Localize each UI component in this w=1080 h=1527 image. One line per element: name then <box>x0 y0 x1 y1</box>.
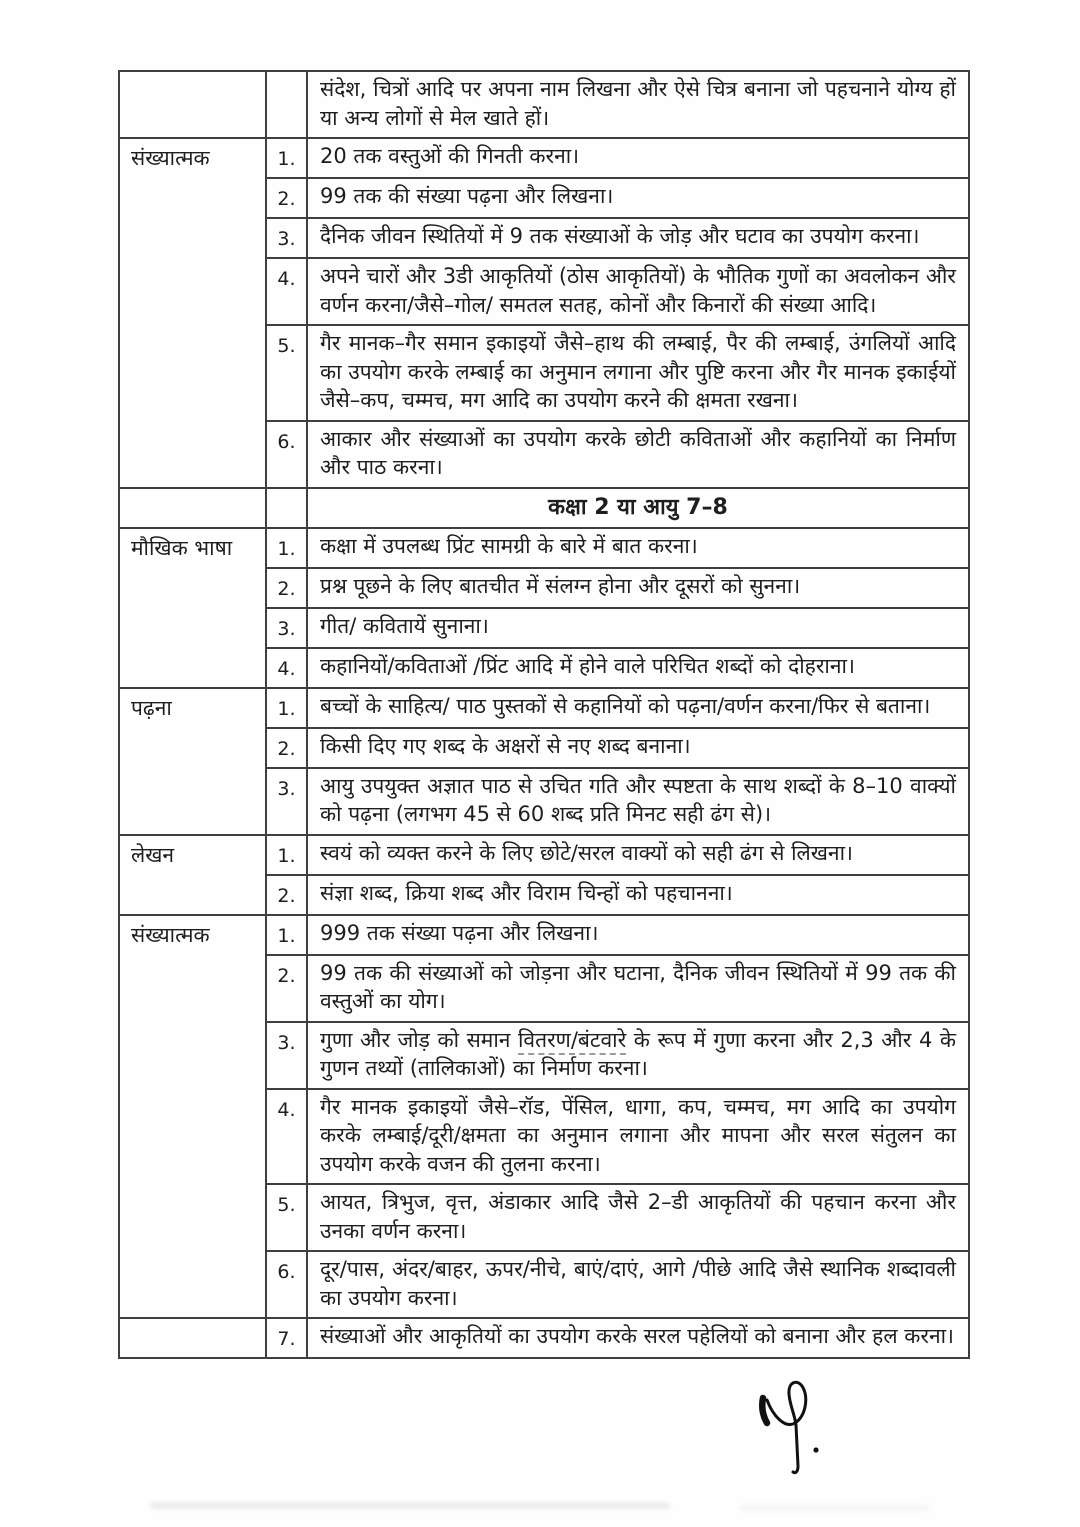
row-number-cell: 2. <box>266 728 307 768</box>
row-number-cell: 2. <box>266 955 307 1022</box>
row-number-cell: 2. <box>266 568 307 608</box>
row-number-cell: 1. <box>266 835 307 875</box>
category-cell-empty <box>119 488 266 528</box>
row-text-cell: संदेश, चित्रों आदि पर अपना नाम लिखना और ऐसे चित्र बनाना जो पहचनाने योग्य हों या अन्य लोगों से मेल खाते हों। <box>307 71 969 138</box>
table-row <box>119 71 969 138</box>
row-number-cell: 3. <box>266 1022 307 1089</box>
row-text-cell: 99 तक की संख्या पढ़ना और लिखना। <box>307 178 969 218</box>
row-number-cell: 3. <box>266 608 307 648</box>
section-header-cell: कक्षा 2 या आयु 7–8 <box>307 488 969 528</box>
row-number-cell: 4. <box>266 1089 307 1185</box>
row-number-cell: 1. <box>266 915 307 955</box>
row-text-cell: किसी दिए गए शब्द के अक्षरों से नए शब्द बनाना। <box>307 728 969 768</box>
scan-artifact-smudge <box>740 1505 930 1511</box>
table-row <box>119 835 969 875</box>
category-cell: पढ़ना <box>119 688 266 835</box>
row-number-cell: 7. <box>266 1318 307 1358</box>
row-text-cell: गैर मानक–गैर समान इकाइयों जैसे–हाथ की लम्बाई, पैर की लम्बाई, उंगलियों आदि का उपयोग करके लम्बाई का अनुमान लगाना और पुष्टि करना और गैर मानक इकाईयों जैसे–कप, चम्मच, मग आदि का उपयोग करने की क्षमता रखना। <box>307 325 969 421</box>
category-cell: संख्यात्मक <box>119 138 266 488</box>
row-number-cell: 4. <box>266 258 307 325</box>
number-cell-empty <box>266 488 307 528</box>
row-text-cell: गैर मानक इकाइयों जैसे–रॉड, पेंसिल, धागा, कप, चम्मच, मग आदि का उपयोग करके लम्बाई/दूरी/क्षमता का अनुमान लगाना और मापना और सरल संतुलन का उपयोग करके वजन की तुलना करना। <box>307 1089 969 1185</box>
category-cell: संख्यात्मक <box>119 915 266 1319</box>
table-row <box>119 915 969 955</box>
text-part: गुणा और जोड़ को समान <box>320 1027 518 1052</box>
row-number-cell <box>266 71 307 138</box>
scan-artifact-smudge <box>150 1502 670 1509</box>
category-cell: लेखन <box>119 835 266 915</box>
row-number-cell: 4. <box>266 648 307 688</box>
category-cell: मौखिक भाषा <box>119 528 266 688</box>
table-row <box>119 138 969 178</box>
underlined-text: वितरण/बंटवारे <box>518 1028 626 1055</box>
row-text-cell: 999 तक संख्या पढ़ना और लिखना। <box>307 915 969 955</box>
row-number-cell: 2. <box>266 178 307 218</box>
row-text-cell: गीत/ कवितायें सुनाना। <box>307 608 969 648</box>
row-text-cell: दैनिक जीवन स्थितियों में 9 तक संख्याओं के जोड़ और घटाव का उपयोग करना। <box>307 218 969 258</box>
row-number-cell: 3. <box>266 768 307 835</box>
row-text-cell: आयु उपयुक्त अज्ञात पाठ से उचित गति और स्पष्टता के साथ शब्दों के 8–10 वाक्यों को पढ़ना (लगभग 45 से 60 शब्द प्रति मिनट सही ढंग से)। <box>307 768 969 835</box>
row-text-cell: दूर/पास, अंदर/बाहर, ऊपर/नीचे, बाएं/दाएं, आगे /पीछे आदि जैसे स्थानिक शब्दावली का उपयोग करना। <box>307 1251 969 1318</box>
row-text-cell: संख्याओं और आकृतियों का उपयोग करके सरल पहेलियों को बनाना और हल करना। <box>307 1318 969 1358</box>
row-number-cell: 2. <box>266 875 307 915</box>
row-number-cell: 1. <box>266 688 307 728</box>
row-text-cell: कहानियों/कविताओं /प्रिंट आदि में होने वाले परिचित शब्दों को दोहराना। <box>307 648 969 688</box>
table-row <box>119 528 969 568</box>
category-cell-empty <box>119 1318 266 1358</box>
row-text-cell: आयत, त्रिभुज, वृत्त, अंडाकार आदि जैसे 2–डी आकृतियों की पहचान करना और उनका वर्णन करना। <box>307 1184 969 1251</box>
row-text-cell: बच्चों के साहित्य/ पाठ पुस्तकों से कहानियों को पढ़ना/वर्णन करना/फिर से बताना। <box>307 688 969 728</box>
table-row <box>119 1318 969 1358</box>
row-number-cell: 6. <box>266 1251 307 1318</box>
curriculum-table-body <box>119 71 969 1358</box>
text-part: के रूप में गुणा करना और 2,3 और 4 के गुणन तथ्यों (तालिकाओं) का निर्माण करना। <box>320 1027 956 1080</box>
row-text-cell: संज्ञा शब्द, क्रिया शब्द और विराम चिन्हों को पहचानना। <box>307 875 969 915</box>
section-header-row <box>119 488 969 528</box>
curriculum-table <box>118 70 970 1359</box>
row-text-cell: प्रश्न पूछने के लिए बातचीत में संलग्न होना और दूसरों को सुनना। <box>307 568 969 608</box>
row-text-cell: स्वयं को व्यक्त करने के लिए छोटे/सरल वाक्यों को सही ढंग से लिखना। <box>307 835 969 875</box>
row-text-cell: 99 तक की संख्याओं को जोड़ना और घटाना, दैनिक जीवन स्थितियों में 99 तक की वस्तुओं का योग। <box>307 955 969 1022</box>
row-number-cell: 1. <box>266 528 307 568</box>
row-text-cell <box>307 1022 969 1089</box>
row-number-cell: 1. <box>266 138 307 178</box>
row-text-cell: आकार और संख्याओं का उपयोग करके छोटी कविताओं और कहानियों का निर्माण और पाठ करना। <box>307 421 969 488</box>
row-text-cell: कक्षा में उपलब्ध प्रिंट सामग्री के बारे में बात करना। <box>307 528 969 568</box>
row-number-cell: 5. <box>266 325 307 421</box>
row-number-cell: 5. <box>266 1184 307 1251</box>
row-number-cell: 6. <box>266 421 307 488</box>
row-text-cell: 20 तक वस्तुओं की गिनती करना। <box>307 138 969 178</box>
signature-mark <box>733 1358 863 1488</box>
table-row <box>119 688 969 728</box>
row-text-cell: अपने चारों और 3डी आकृतियों (ठोस आकृतियों) के भौतिक गुणों का अवलोकन और वर्णन करना/जैसे–गोल/ समतल सतह, कोनों और किनारों की संख्या आदि। <box>307 258 969 325</box>
row-number-cell: 3. <box>266 218 307 258</box>
category-cell-empty <box>119 71 266 138</box>
